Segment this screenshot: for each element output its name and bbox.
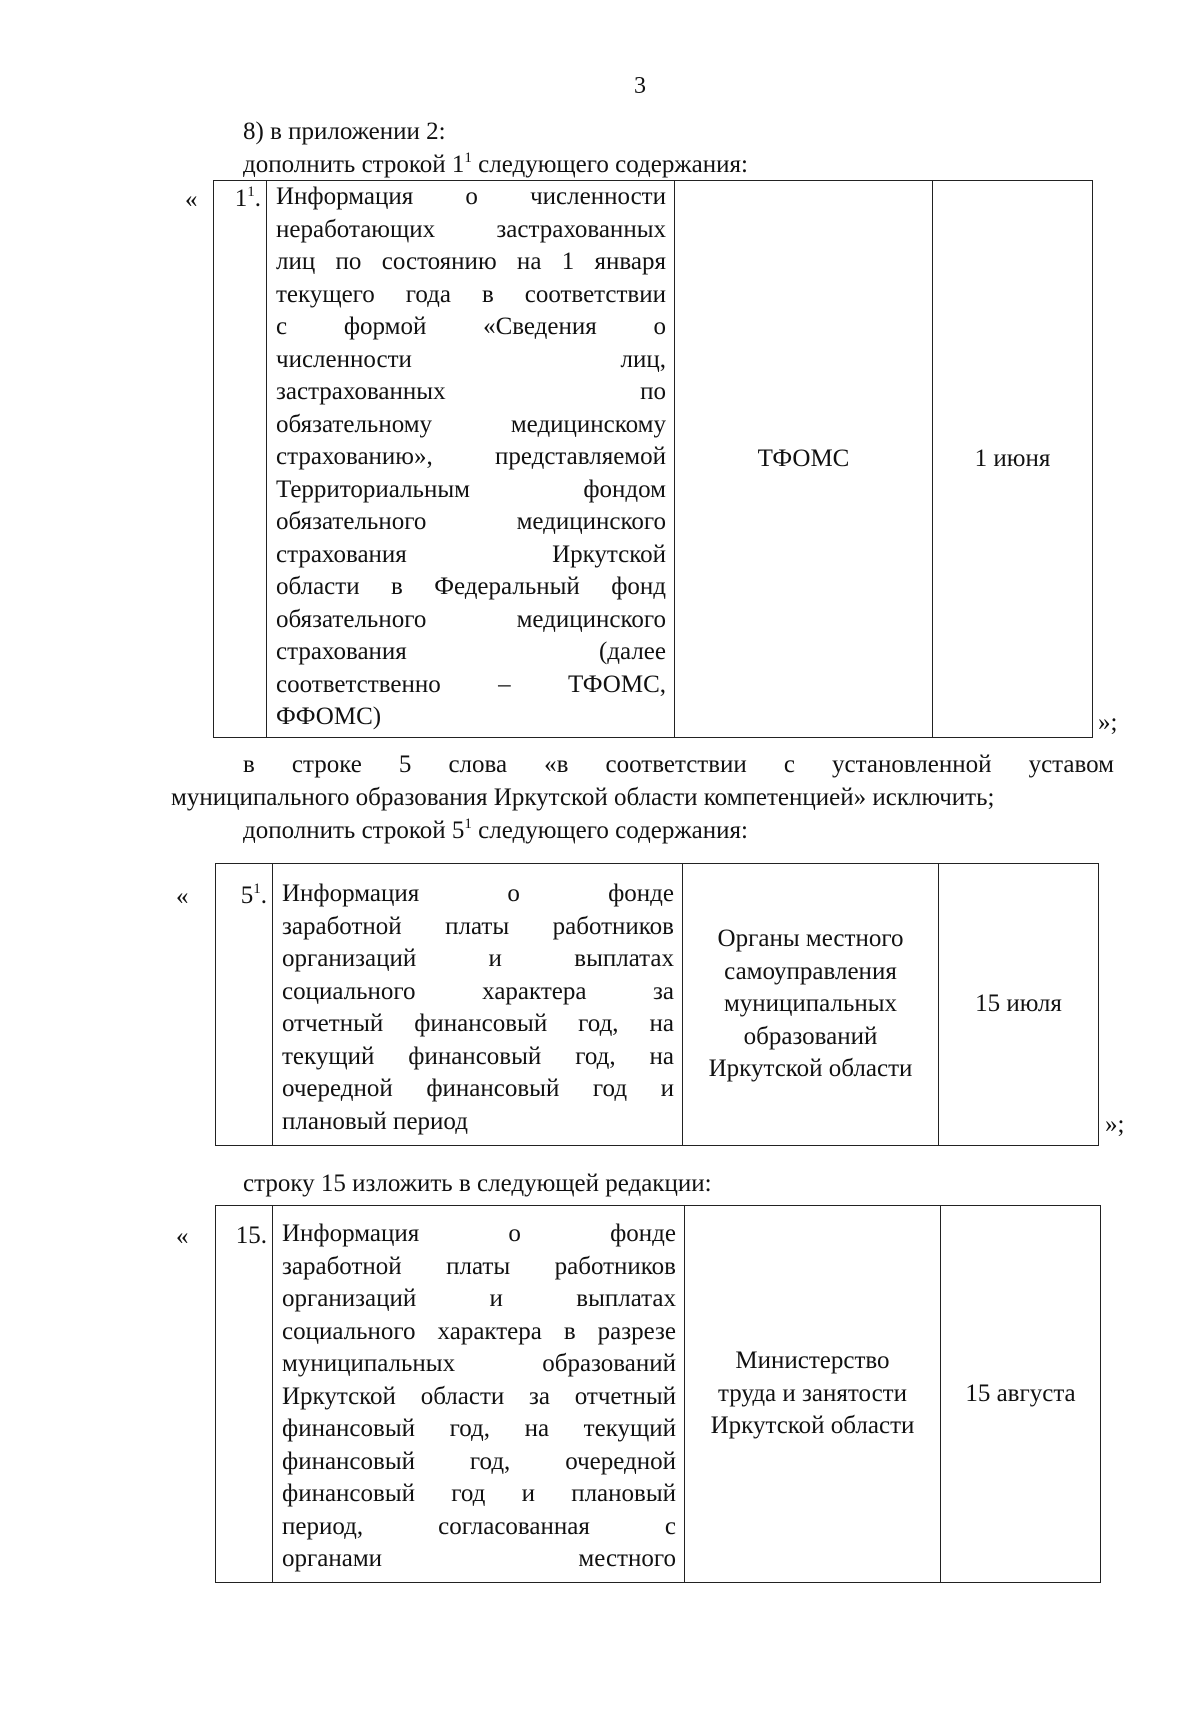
- description-line: организаций и выплатах: [282, 1285, 676, 1312]
- table-row: [216, 864, 1099, 1146]
- description-line: муниципальных образований: [282, 1350, 676, 1377]
- description-line: с формой «Сведения о: [276, 313, 666, 340]
- row-15-description: [273, 1206, 685, 1583]
- responsible-line: Министерство: [735, 1347, 890, 1375]
- add-row-1-1-sup: 1: [464, 149, 472, 166]
- add-row-5-1-prefix: дополнить строкой 5: [243, 817, 465, 844]
- row-5-1-responsible: [683, 864, 939, 1146]
- description-line: финансовый год, очередной: [282, 1447, 676, 1475]
- description-line: застрахованных по: [276, 378, 666, 405]
- row-1-1-open-quote: «: [185, 186, 198, 213]
- description-line: обязательному медицинскому: [276, 410, 666, 438]
- description-line: текущего года в соответствии: [276, 280, 666, 308]
- row-5-1-open-quote: «: [176, 883, 189, 910]
- add-row-1-1-prefix: дополнить строкой 1: [243, 151, 465, 178]
- description-line: заработной платы работников: [282, 912, 674, 940]
- row-1-1-close-quote: »;: [1098, 709, 1118, 736]
- description-line: численности лиц,: [276, 345, 666, 373]
- row-5-1-deadline: 15 июля: [939, 864, 1099, 1146]
- row-5-1-close-quote: »;: [1105, 1111, 1125, 1138]
- row-5-1-number: $5^1$.: [216, 864, 273, 1146]
- row-5-1-description: [273, 864, 683, 1146]
- description-line: Иркутской области за отчетный: [282, 1382, 676, 1410]
- responsible-line: труда и занятости: [718, 1379, 907, 1407]
- row-15-table: [215, 1205, 1101, 1583]
- row-15-number: 15.: [216, 1206, 273, 1583]
- row-5-change-line-1: в строке 5 слова «в соответствии с установленной уставом: [243, 751, 1114, 778]
- row-5-1-table: [215, 863, 1099, 1146]
- description-line: отчетный финансовый год, на: [282, 1010, 674, 1037]
- add-row-1-1-instruction: [243, 148, 748, 181]
- row-15-responsible: [685, 1206, 941, 1583]
- responsible-line: самоуправления: [724, 957, 897, 985]
- description-line: соответственно – ТФОМС,: [276, 670, 666, 698]
- add-row-1-1-suffix: следующего содержания:: [471, 151, 748, 178]
- description-line: Информация о численности: [276, 183, 666, 210]
- row-1-1-description: [267, 181, 675, 738]
- item-8-heading: 8) в приложении 2:: [243, 118, 446, 145]
- row-1-1-responsible: ТФОМС: [675, 181, 933, 738]
- responsible-line: образований: [743, 1022, 878, 1050]
- description-line: обязательного медицинского: [276, 605, 666, 633]
- description-line: период, согласованная с: [282, 1512, 676, 1540]
- description-line: социального характера в разрезе: [282, 1317, 676, 1345]
- row-15-open-quote: «: [176, 1223, 189, 1250]
- table-row: [216, 1206, 1101, 1583]
- description-line: Территориальным фондом: [276, 475, 666, 503]
- description-line: обязательного медицинского: [276, 508, 666, 535]
- description-line: органами местного: [282, 1545, 676, 1572]
- responsible-line: Иркутской области: [710, 1412, 915, 1440]
- row-15-deadline: 15 августа: [941, 1206, 1101, 1583]
- description-line: области в Федеральный фонд: [276, 573, 666, 600]
- responsible-line: Органы местного: [717, 925, 904, 953]
- description-line: очередной финансовый год и: [282, 1075, 674, 1102]
- description-line: плановый период: [282, 1107, 468, 1135]
- description-line: текущий финансовый год, на: [282, 1042, 674, 1070]
- description-line: социального характера за: [282, 977, 674, 1005]
- description-line: финансовый год, на текущий: [282, 1415, 676, 1442]
- responsible-line: муниципальных: [723, 990, 898, 1018]
- add-row-5-1-instruction: [243, 814, 748, 847]
- description-line: Информация о фонде: [282, 1220, 676, 1247]
- description-line: неработающих застрахованных: [276, 215, 666, 243]
- description-line: страхования (далее: [276, 638, 666, 665]
- description-line: Информация о фонде: [282, 880, 674, 907]
- row-1-1-table: [213, 180, 1093, 738]
- row-5-change-line-2: муниципального образования Иркутской области компетенцией» исключить;: [171, 784, 995, 811]
- description-line: страхованию», представляемой: [276, 443, 666, 470]
- responsible-line: Иркутской области: [708, 1055, 913, 1083]
- page-number: 3: [634, 73, 646, 99]
- add-row-5-1-suffix: следующего содержания:: [471, 817, 748, 844]
- table-row: [214, 181, 1093, 738]
- description-line: лиц по состоянию на 1 января: [276, 248, 666, 275]
- description-line: заработной платы работников: [282, 1252, 676, 1280]
- add-row-5-1-sup: 1: [464, 815, 472, 832]
- description-line: страхования Иркутской: [276, 540, 666, 568]
- row-15-instruction: строку 15 изложить в следующей редакции:: [243, 1170, 712, 1197]
- description-line: финансовый год и плановый: [282, 1480, 676, 1507]
- row-1-1-deadline: 1 июня: [933, 181, 1093, 738]
- row-1-1-number: $1^1$.: [214, 181, 267, 738]
- description-line: ФФОМС): [276, 703, 382, 730]
- description-line: организаций и выплатах: [282, 945, 674, 972]
